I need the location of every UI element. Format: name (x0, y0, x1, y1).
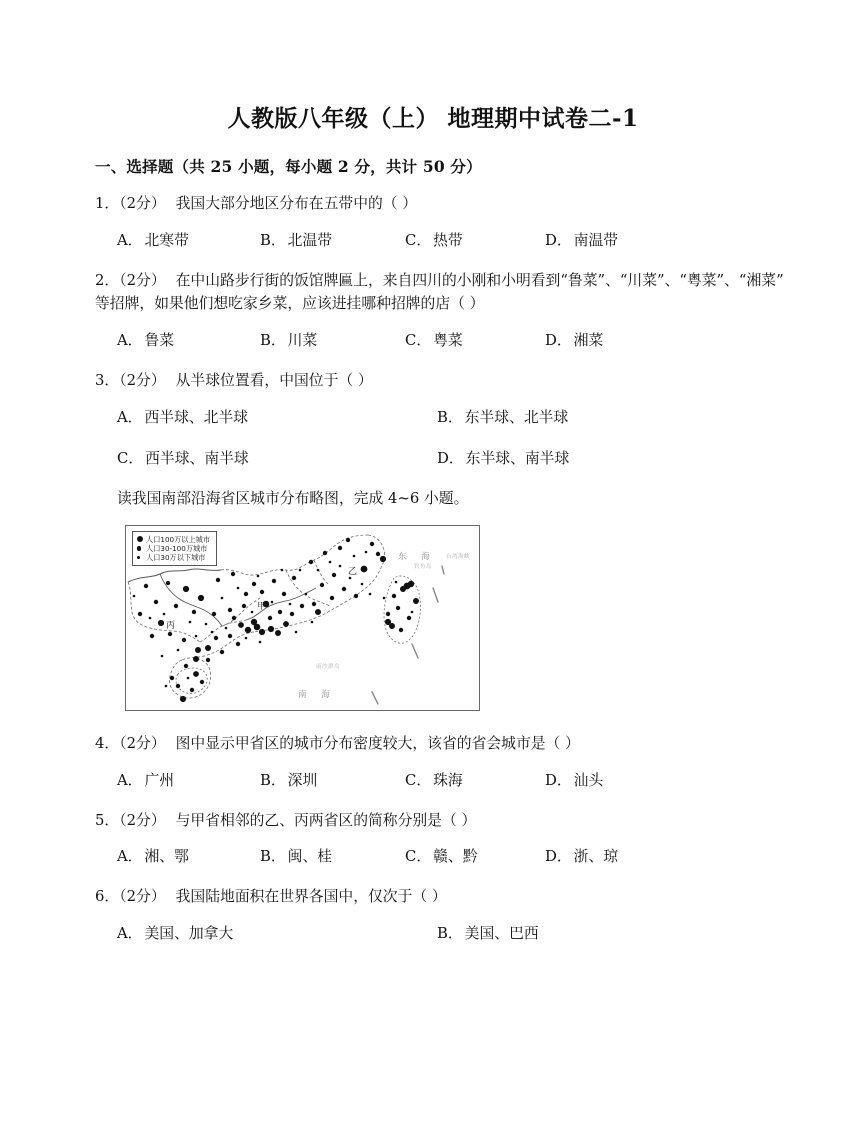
question-1-options (95, 229, 785, 250)
map-label-bing: 丙 (166, 620, 176, 631)
option-3d[interactable] (437, 447, 757, 468)
map-label-jia: 甲 (257, 601, 267, 612)
page-title: 人教版八年级（上） 地理期中试卷二-1 (227, 105, 639, 132)
question-3 (95, 370, 785, 468)
option-6b[interactable] (437, 922, 757, 943)
question-2 (95, 270, 785, 350)
question-5-options (95, 845, 785, 866)
map-label-yi: 乙 (348, 566, 358, 577)
option-2b[interactable] (260, 329, 405, 350)
map-legend (132, 531, 217, 567)
option-1d-text: 南温带 (573, 231, 619, 249)
question-2-score: （2分） (119, 271, 166, 289)
option-5b-text: 闽、桂 (287, 848, 333, 866)
option-3c-letter: C． (117, 449, 144, 467)
question-3-score: （2分） (119, 371, 166, 389)
question-3-number: 3． (95, 371, 120, 389)
legend-row-medium (137, 544, 210, 553)
option-5a-letter: A． (117, 848, 143, 866)
option-4b[interactable] (260, 769, 405, 790)
figure-container (95, 525, 785, 711)
option-2a-text: 鲁菜 (144, 331, 175, 349)
question-6-number: 6． (95, 888, 120, 906)
option-6a-text: 美国、加拿大 (144, 925, 234, 943)
option-4c[interactable] (405, 769, 545, 790)
question-3-stem (95, 370, 785, 393)
section-heading: 一、选择题（共 25 小题，每小题 2 分，共计 50 分） (95, 157, 482, 176)
question-2-options (95, 329, 785, 350)
option-2c[interactable] (405, 329, 545, 350)
option-3c[interactable] (117, 447, 437, 468)
option-4c-text: 珠海 (433, 771, 463, 789)
question-4-options (95, 769, 785, 790)
question-4-text: 图中显示甲省区的城市分布密度较大，该省的省会城市是（ ） (175, 734, 580, 752)
figure-lead-in: 读我国南部沿海省区城市分布略图，完成 4~6 小题。 (117, 489, 469, 507)
option-5b[interactable] (260, 845, 405, 866)
option-3a-text: 西半球、北半球 (144, 408, 249, 426)
question-5-score: （2分） (119, 811, 166, 829)
legend-row-small (137, 553, 210, 562)
question-6-stem (95, 886, 785, 909)
option-4b-letter: B． (260, 771, 286, 789)
legend-dot-medium-icon (137, 546, 141, 550)
option-1a-letter: A． (117, 231, 143, 249)
question-4-number: 4． (95, 734, 120, 752)
legend-label-small: 人口30万以下城市 (146, 553, 206, 563)
option-2a-letter: A． (117, 331, 143, 349)
question-5 (95, 810, 785, 867)
option-4c-letter: C． (405, 771, 432, 789)
option-1d[interactable] (545, 229, 685, 250)
option-1b-text: 北温带 (287, 231, 333, 249)
option-1c-letter: C． (405, 231, 432, 249)
question-1-stem (95, 193, 785, 216)
option-4a-text: 广州 (144, 771, 175, 789)
option-4a-letter: A． (117, 771, 143, 789)
option-2d-text: 湘菜 (573, 331, 604, 349)
option-1d-letter: D． (545, 231, 572, 249)
option-3a-letter: A． (117, 408, 143, 426)
option-4d[interactable] (545, 769, 685, 790)
question-5-text: 与甲省相邻的乙、丙两省区的简称分别是（ ） (175, 811, 477, 829)
question-5-number: 5． (95, 811, 120, 829)
map-label-east-sea: 东 海 (398, 551, 436, 562)
legend-dot-small-icon (137, 556, 140, 559)
option-2d[interactable] (545, 329, 685, 350)
option-4a[interactable] (117, 769, 260, 790)
option-3a[interactable] (117, 406, 437, 427)
option-5d[interactable] (545, 845, 685, 866)
option-5c-letter: C． (405, 848, 432, 866)
option-3b[interactable] (437, 406, 757, 427)
option-2d-letter: D． (545, 331, 572, 349)
option-2b-text: 川菜 (287, 331, 318, 349)
option-5c-text: 赣、黔 (433, 848, 478, 866)
option-4b-text: 深圳 (287, 771, 318, 789)
question-3-options (95, 406, 785, 468)
question-6-text: 我国陆地面积在世界各国中，仅次于（ ） (175, 888, 447, 906)
legend-dot-large-icon (137, 536, 143, 542)
option-4d-text: 汕头 (573, 771, 604, 789)
question-6-score: （2分） (119, 888, 166, 906)
option-6a[interactable] (117, 922, 437, 943)
option-1b[interactable] (260, 229, 405, 250)
question-2-text: 在中山路步行街的饭馆牌匾上，来自四川的小刚和小明看到“鲁菜”、“川菜”、“粤菜”、“湘菜”等招牌，如果他们想吃家乡菜，应该进挂哪种招牌的店（ ） (95, 271, 784, 312)
content-column (95, 155, 785, 963)
option-1a-text: 北寒带 (144, 231, 189, 249)
question-4-stem (95, 733, 785, 756)
option-6a-letter: A． (117, 925, 143, 943)
map-label-south-sea: 南 海 (298, 689, 336, 700)
map-label-nansha: 南沙群岛 (316, 663, 341, 670)
question-2-number: 2． (95, 271, 120, 289)
option-1a[interactable] (117, 229, 260, 250)
option-3d-text: 东半球、南半球 (465, 449, 570, 467)
question-1-text: 我国大部分地区分布在五带中的（ ） (175, 195, 418, 212)
option-2a[interactable] (117, 329, 260, 350)
option-2c-text: 粤菜 (433, 331, 463, 349)
question-3-text: 从半球位置看，中国位于（ ） (175, 371, 373, 389)
option-5c[interactable] (405, 845, 545, 866)
option-5b-letter: B． (260, 848, 286, 866)
option-3b-text: 东半球、北半球 (464, 408, 569, 426)
option-1c[interactable] (405, 229, 545, 250)
question-4-score: （2分） (119, 734, 166, 752)
option-5d-letter: D． (545, 848, 572, 866)
option-5a[interactable] (117, 845, 260, 866)
option-4d-letter: D． (545, 771, 572, 789)
option-2c-letter: C． (405, 331, 432, 349)
option-1c-text: 热带 (433, 231, 463, 249)
question-1-number: 1． (95, 195, 120, 212)
question-6-options (95, 922, 785, 943)
option-6b-text: 美国、巴西 (464, 925, 539, 943)
question-5-stem (95, 810, 785, 833)
question-4 (95, 733, 785, 790)
legend-label-medium: 人口30-100万城市 (146, 543, 208, 553)
question-1 (95, 193, 785, 250)
map-figure (125, 525, 480, 711)
map-label-taiwan-strait: 台湾海峡 (446, 553, 471, 560)
question-6 (95, 886, 785, 943)
option-3b-letter: B． (437, 408, 463, 426)
map-label-diaoyu: 钓鱼岛 (414, 563, 433, 570)
option-3d-letter: D． (437, 449, 464, 467)
question-2-stem (95, 270, 785, 316)
option-6b-letter: B． (437, 925, 463, 943)
legend-label-large: 人口100万以上城市 (146, 534, 211, 544)
legend-row-large (137, 535, 210, 544)
option-5d-text: 浙、琼 (573, 848, 619, 866)
option-2b-letter: B． (260, 331, 286, 349)
question-1-score: （2分） (119, 195, 166, 212)
option-1b-letter: B． (260, 231, 286, 249)
option-3c-text: 西半球、南半球 (145, 449, 249, 467)
option-5a-text: 湘、鄂 (144, 848, 189, 866)
